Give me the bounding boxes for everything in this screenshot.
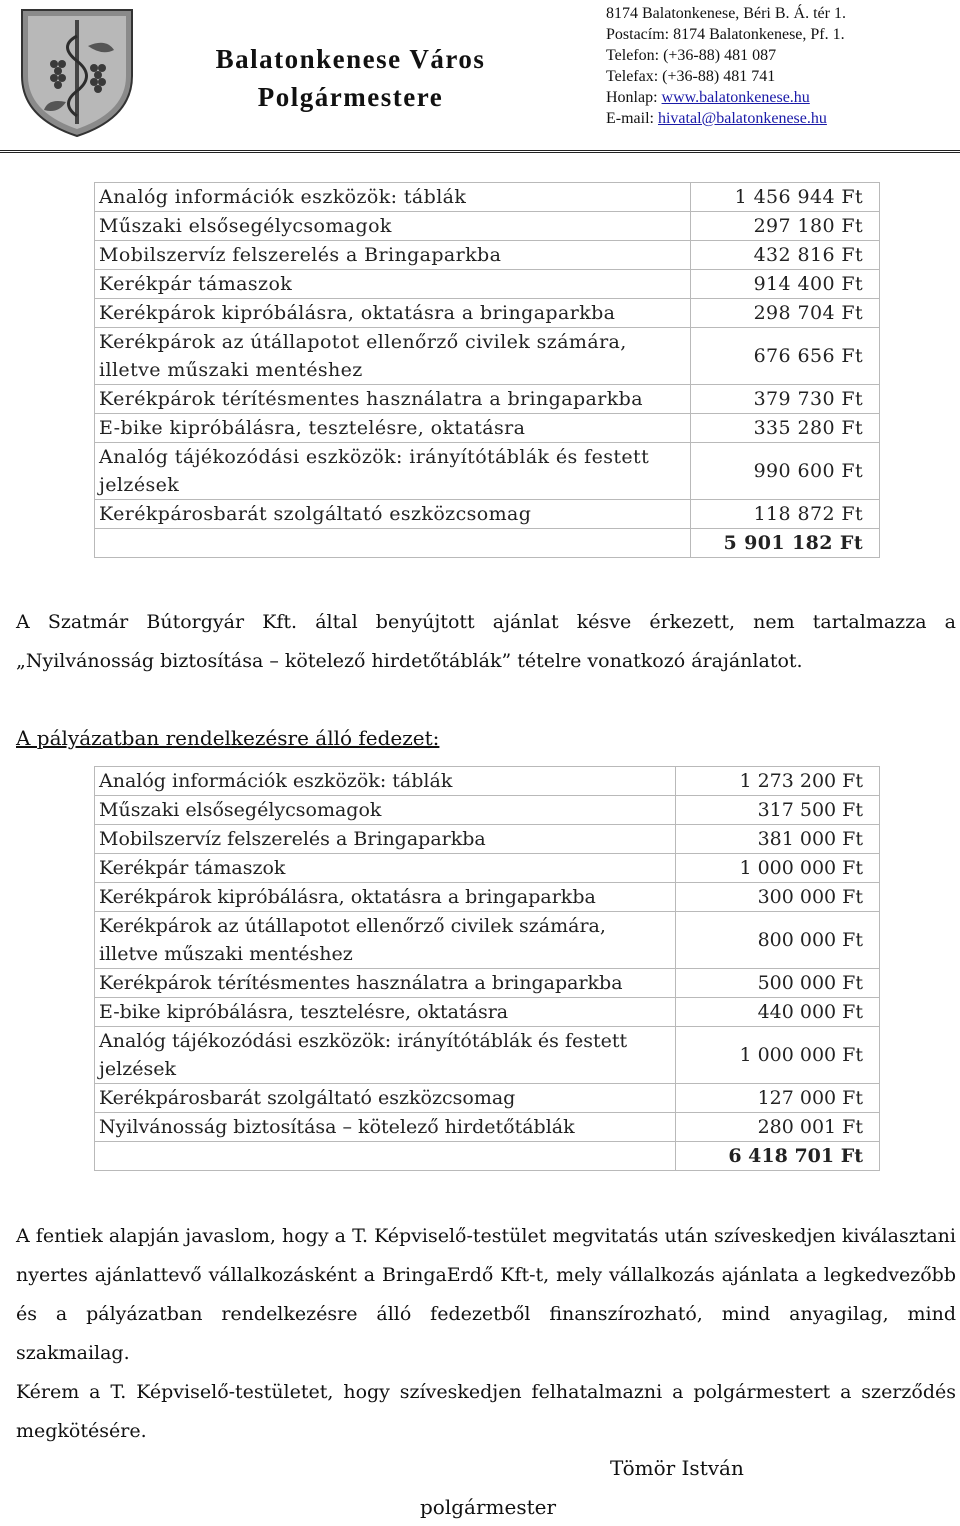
- table-row: [95, 328, 880, 385]
- item-cell: Kerékpárok térítésmentes használatra a bringaparkba: [95, 385, 691, 414]
- item-cell: Mobilszervíz felszerelés a Bringaparkba: [95, 825, 676, 854]
- amount-cell: 381 000 Ft: [676, 825, 880, 854]
- item-cell: Kerékpár támaszok: [95, 854, 676, 883]
- item-cell: Kerékpárok az útállapotot ellenőrző civilek számára, illetve műszaki mentéshez: [95, 912, 676, 969]
- table-row: [95, 212, 880, 241]
- amount-cell: 800 000 Ft: [676, 912, 880, 969]
- item-cell: E-bike kipróbálásra, tesztelésre, oktatásra: [95, 998, 676, 1027]
- item-cell: Kerékpárosbarát szolgáltató eszközcsomag: [95, 1084, 676, 1113]
- total-label-cell: [95, 1142, 676, 1171]
- signatory-title: polgármester: [420, 1495, 557, 1519]
- item-cell: Analóg tájékozódási eszközök: irányítótáblák és festett jelzések: [95, 1027, 676, 1084]
- table-row: [95, 998, 880, 1027]
- table-row: [95, 912, 880, 969]
- table-row: [95, 299, 880, 328]
- total-row: [95, 529, 880, 558]
- item-cell: Analóg tájékozódási eszközök: irányítótáblák és festett jelzések: [95, 443, 691, 500]
- table-row: [95, 1084, 880, 1113]
- total-amount: 5 901 182 Ft: [691, 529, 880, 558]
- table-row: [95, 1113, 880, 1142]
- item-cell: Analóg információk eszközök: táblák: [95, 183, 691, 212]
- item-cell: Nyilvánosság biztosítása – kötelező hirdetőtáblák: [95, 1113, 676, 1142]
- request-paragraph: Kérem a T. Képviselő-testületet, hogy szíveskedjen felhatalmazni a polgármestert a szerződés megkötésére.: [16, 1381, 956, 1442]
- total-amount: 6 418 701 Ft: [676, 1142, 880, 1171]
- table-row: [95, 1027, 880, 1084]
- item-cell: Analóg információk eszközök: táblák: [95, 767, 676, 796]
- table-row: [95, 385, 880, 414]
- office-title-line1: Balatonkenese Város: [215, 44, 486, 74]
- offer-table: [94, 182, 880, 558]
- amount-cell: 379 730 Ft: [691, 385, 880, 414]
- table-row: [95, 969, 880, 998]
- amount-cell: 300 000 Ft: [676, 883, 880, 912]
- amount-cell: 118 872 Ft: [691, 500, 880, 529]
- office-title: [178, 40, 523, 116]
- amount-cell: 297 180 Ft: [691, 212, 880, 241]
- amount-cell: 440 000 Ft: [676, 998, 880, 1027]
- table-row: [95, 414, 880, 443]
- item-cell: E-bike kipróbálásra, tesztelésre, oktatásra: [95, 414, 691, 443]
- letterhead: [0, 0, 960, 156]
- item-cell: Műszaki elsősegélycsomagok: [95, 212, 691, 241]
- fax: Telefax: (+36-88) 481 741: [606, 68, 776, 85]
- table-row: [95, 443, 880, 500]
- table-row: [95, 854, 880, 883]
- late-offer-note: A Szatmár Bútorgyár Kft. által benyújtott ajánlat késve érkezett, nem tartalmazza a „Nyilvánosság biztosítása – kötelező hirdetőtáblák” tételre vonatkozó árajánlatot.: [16, 611, 956, 672]
- amount-cell: 990 600 Ft: [691, 443, 880, 500]
- coat-of-arms-icon: [18, 6, 136, 138]
- table-row: [95, 825, 880, 854]
- table-row: [95, 183, 880, 212]
- item-cell: Kerékpárok az útállapotot ellenőrző civilek számára, illetve műszaki mentéshez: [95, 328, 691, 385]
- item-cell: Kerékpárosbarát szolgáltató eszközcsomag: [95, 500, 691, 529]
- amount-cell: 1 000 000 Ft: [676, 854, 880, 883]
- amount-cell: 1 456 944 Ft: [691, 183, 880, 212]
- website-label: Honlap:: [606, 89, 658, 106]
- table-row: [95, 883, 880, 912]
- item-cell: Műszaki elsősegélycsomagok: [95, 796, 676, 825]
- amount-cell: 676 656 Ft: [691, 328, 880, 385]
- amount-cell: 432 816 Ft: [691, 241, 880, 270]
- item-cell: Kerékpárok térítésmentes használatra a bringaparkba: [95, 969, 676, 998]
- amount-cell: 1 273 200 Ft: [676, 767, 880, 796]
- table-row: [95, 767, 880, 796]
- website-link[interactable]: www.balatonkenese.hu: [661, 89, 810, 106]
- amount-cell: 335 280 Ft: [691, 414, 880, 443]
- signatory-name: Tömör István: [610, 1456, 744, 1480]
- item-cell: Mobilszervíz felszerelés a Bringaparkba: [95, 241, 691, 270]
- total-label-cell: [95, 529, 691, 558]
- phone: Telefon: (+36-88) 481 087: [606, 47, 777, 64]
- table-row: [95, 796, 880, 825]
- table-row: [95, 270, 880, 299]
- item-cell: Kerékpár támaszok: [95, 270, 691, 299]
- header-divider: [0, 150, 960, 153]
- contact-block: [606, 3, 846, 129]
- office-title-line2: Polgármestere: [257, 82, 444, 112]
- amount-cell: 280 001 Ft: [676, 1113, 880, 1142]
- budget-table: [94, 766, 880, 1171]
- table-row: [95, 500, 880, 529]
- amount-cell: 127 000 Ft: [676, 1084, 880, 1113]
- budget-heading: A pályázatban rendelkezésre álló fedezet:: [16, 726, 440, 750]
- website-row: [606, 87, 846, 108]
- email-row: [606, 108, 846, 129]
- address: 8174 Balatonkenese, Béri B. Á. tér 1.: [606, 5, 846, 22]
- email-label: E-mail:: [606, 110, 654, 127]
- total-row: [95, 1142, 880, 1171]
- email-link[interactable]: hivatal@balatonkenese.hu: [657, 110, 827, 127]
- postal-address: Postacím: 8174 Balatonkenese, Pf. 1.: [606, 26, 845, 43]
- proposal-paragraph: A fentiek alapján javaslom, hogy a T. Képviselő-testület megvitatás után szíveskedjen kiválasztani nyertes ajánlattevő vállalkozásként a BringaErdő Kft-t, mely vállalkozás ajánlata a legkedvezőbb és a pályázatban rendelkezésre álló fedezetből finanszírozható, mind anyagilag, mind szakmailag.: [16, 1225, 956, 1364]
- item-cell: Kerékpárok kipróbálásra, oktatásra a bringaparkba: [95, 299, 691, 328]
- amount-cell: 914 400 Ft: [691, 270, 880, 299]
- item-cell: Kerékpárok kipróbálásra, oktatásra a bringaparkba: [95, 883, 676, 912]
- amount-cell: 317 500 Ft: [676, 796, 880, 825]
- table-row: [95, 241, 880, 270]
- amount-cell: 500 000 Ft: [676, 969, 880, 998]
- amount-cell: 298 704 Ft: [691, 299, 880, 328]
- amount-cell: 1 000 000 Ft: [676, 1027, 880, 1084]
